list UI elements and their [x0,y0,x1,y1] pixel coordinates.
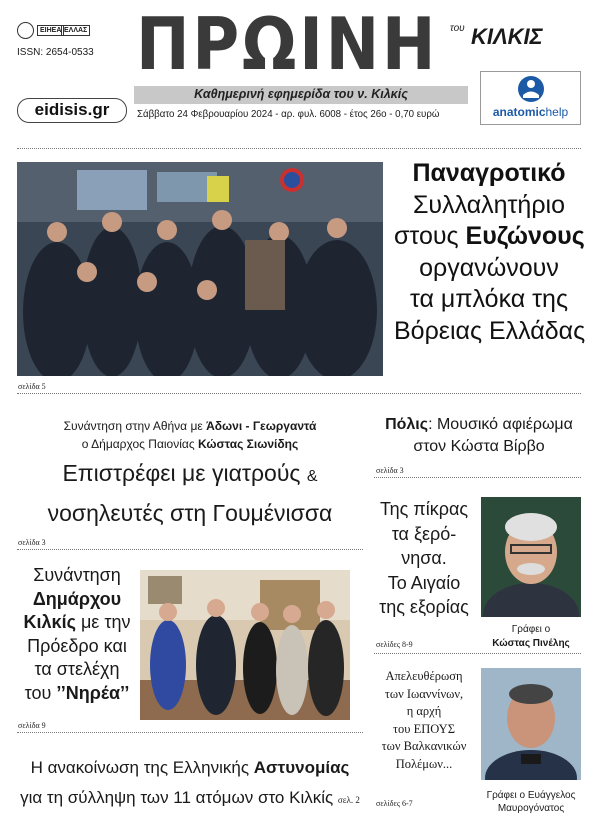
mayor-line-3b: με την [75,612,131,632]
mayor-line-2: Δημάρχου [32,588,122,609]
pinelis-byline [481,623,581,651]
masthead [0,0,600,130]
sponsor-name-b: help [545,105,569,119]
anatomichelp-logo-icon [517,75,545,103]
publisher-logos [17,22,87,42]
lead-page-ref: σελίδα 5 [18,382,46,391]
athens-kicker [17,417,363,453]
mayor-headline [17,564,137,705]
pinelis-line: της εξορίας [379,597,469,617]
mavrogonatos-byline-2: Μαυρογόνατος [497,803,565,814]
lead-headline-4: οργανώνουν [419,253,559,282]
polis-page-ref: σελίδα 3 [376,466,404,475]
lead-headline [394,158,584,347]
mavrogonatos-line: Απελευθέρωση [385,669,463,683]
pinelis-line: τα ξερό- [391,523,457,544]
mayor-photo [140,570,350,720]
website-badge[interactable] [17,98,127,123]
pinelis-photo [481,497,581,617]
police-line-1a: Η ανακοίνωση της Ελληνικής [30,758,254,777]
pinelis-line: νησα. [401,548,447,568]
police-line-2: για τη σύλληψη των 11 ατόμων στο Κιλκίς [20,788,334,807]
athens-headline-2: νοσηλευτές στη Γουμένισσα [47,500,333,526]
polis-text-1: : Μουσικό αφιέρωμα [428,416,573,433]
author-portrait-mavrogonatos [481,668,581,780]
polis-label: Πόλις [385,416,429,433]
publisher-seal-icon [17,22,34,39]
divider-lead [17,393,581,394]
sponsor-name [481,105,580,119]
polis-text-2: στον Κώστα Βίρβο [413,438,545,455]
lead-headline-2: Συλλαλητήριο [412,190,566,219]
mavrogonatos-line: η αρχή [406,704,442,718]
athens-kicker-1b: Άδωνι - Γεωργαντά [206,419,317,433]
athens-headline [17,455,363,531]
pinelis-line: Της πίκρας [379,499,469,519]
mavrogonatos-line: του ΕΠΟΥΣ [393,721,455,736]
tagline: Καθημερινή εφημερίδα του ν. Κιλκίς [194,87,408,101]
athens-kicker-2b: Κώστας Σιωνίδης [197,437,299,451]
divider-pinelis [374,653,581,654]
masthead-title: ΠΡΩΙΝΗ [136,2,439,86]
publisher-badge-2: ΕΛΛΑΣ [61,25,90,36]
protest-crowd-image [17,162,383,376]
lead-headline-3a: στους [394,222,466,250]
mavrogonatos-byline-1: Γράφει ο Ευάγγελος [486,790,576,801]
polis-headline [374,414,584,458]
website-link[interactable]: eidisis.gr [34,100,110,119]
pinelis-page-ref: σελίδες 8-9 [376,640,413,649]
sponsor-box[interactable] [480,71,581,125]
athens-kicker-2a: ο Δήμαρχος Παιονίας [81,437,198,451]
divider-top [17,148,581,149]
mavrogonatos-byline [478,789,584,815]
issn-text: ISSN: 2654-0533 [17,47,94,58]
lead-headline-3b: Ευζώνους [465,222,585,250]
pinelis-text [374,497,474,620]
pinelis-byline-2: Κώστας Πινέλης [492,638,570,649]
lead-photo [17,162,383,376]
author-portrait-pinelis [481,497,581,617]
mavrogonatos-photo [481,668,581,780]
mavrogonatos-line: των Ιωαννίνων, [384,686,464,701]
mayor-line-6b: ’’Νηρέα’’ [56,682,130,703]
lead-headline-1: Παναγροτικό [412,159,566,187]
mayor-line-5: τα στελέχη [34,659,120,679]
pinelis-byline-1: Γράφει ο [511,624,551,635]
police-line-1b: Αστυνομίας [253,758,350,777]
athens-page-ref: σελίδα 3 [18,538,46,547]
dateline: Σάββατο 24 Φεβρουαρίου 2024 - αρ. φυλ. 6008 - έτος 26ο - 0,70 ευρώ [137,109,440,120]
mavrogonatos-page-ref: σελίδες 6-7 [376,799,413,808]
mayor-page-ref: σελίδα 9 [18,721,46,730]
pinelis-line: Το Αιγαίο [387,572,461,593]
lead-headline-6: Βόρειας Ελλάδας [394,316,586,345]
mayor-line-4: Πρόεδρο και [27,635,127,656]
mavrogonatos-text [374,668,474,773]
sponsor-name-a: anatomic [492,105,546,119]
mayor-line-3a: Κιλκίς [23,612,76,632]
lead-headline-5: τα μπλόκα της [409,285,569,313]
mayor-line-1: Συνάντηση [33,565,121,585]
divider-mayor [17,732,363,733]
meeting-group-image [140,570,350,720]
athens-kicker-1a: Συνάντηση στην Αθήνα με [63,419,207,433]
police-page-ref: σελ. 2 [337,795,360,805]
publisher-badge-1: ΕΙΗΕΑ [37,25,64,36]
divider-polis [374,477,581,478]
athens-headline-1b: & [306,468,318,485]
divider-athens [17,549,363,550]
mavrogonatos-line: Πολέμων... [395,756,453,771]
masthead-title-sup: του [450,23,465,34]
athens-headline-1a: Επιστρέφει με γιατρούς [62,460,307,486]
mayor-line-6a: του [24,682,57,703]
masthead-title-city: ΚΙΛΚΙΣ [471,24,543,49]
police-headline [17,753,363,815]
mavrogonatos-line: των Βαλκανικών [381,739,467,753]
